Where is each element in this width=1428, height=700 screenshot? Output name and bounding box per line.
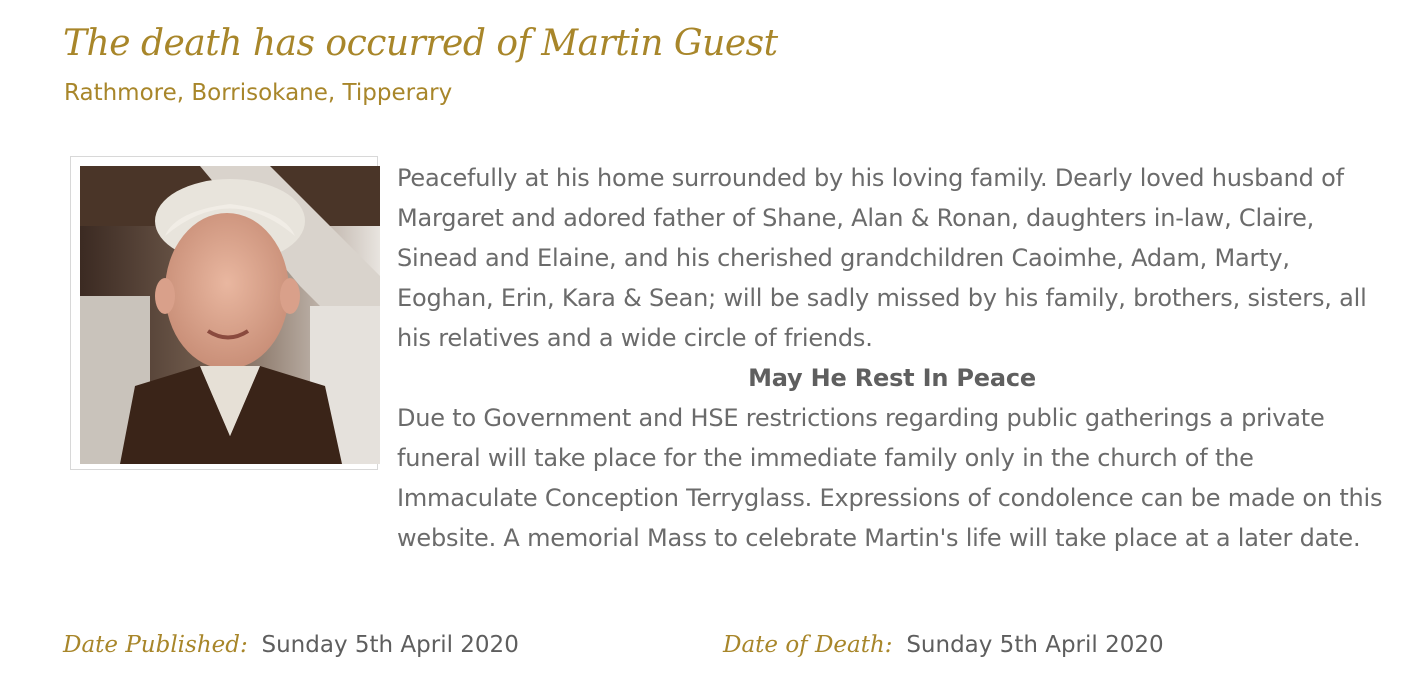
notice-title: The death has occurred of Martin Guest [63, 23, 778, 64]
date-of-death [723, 628, 1164, 662]
date-of-death-label: Date of Death: [723, 632, 893, 658]
date-published-label: Date Published: [63, 632, 248, 658]
date-published [63, 628, 519, 662]
date-of-death-value: Sunday 5th April 2020 [906, 632, 1164, 658]
deceased-photo[interactable] [80, 166, 380, 464]
obituary-body [397, 158, 1387, 558]
deceased-photo-frame [70, 156, 378, 470]
notice-location: Rathmore, Borrisokane, Tipperary [64, 80, 453, 106]
rest-in-peace-line: May He Rest In Peace [748, 364, 1036, 392]
date-published-value: Sunday 5th April 2020 [261, 632, 519, 658]
funeral-arrangements-paragraph: Due to Government and HSE restrictions regarding public gatherings a private funeral will take place for the immediate family only in the church of the Immaculate Conception Terryglass. Expressions of condolence can be made on this website. A memorial Mass to celebrate Martin's life will take place at a later date. [397, 404, 1383, 552]
obituary-paragraph: Peacefully at his home surrounded by his loving family. Dearly loved husband of Margaret and adored father of Shane, Alan & Ronan, daughters in-law, Claire, Sinead and Elaine, and his cherished grandchildren Caoimhe, Adam, Marty, Eoghan, Erin, Kara & Sean; will be sadly missed by his family, brothers, sisters, all his relatives and a wide circle of friends. [397, 164, 1367, 352]
